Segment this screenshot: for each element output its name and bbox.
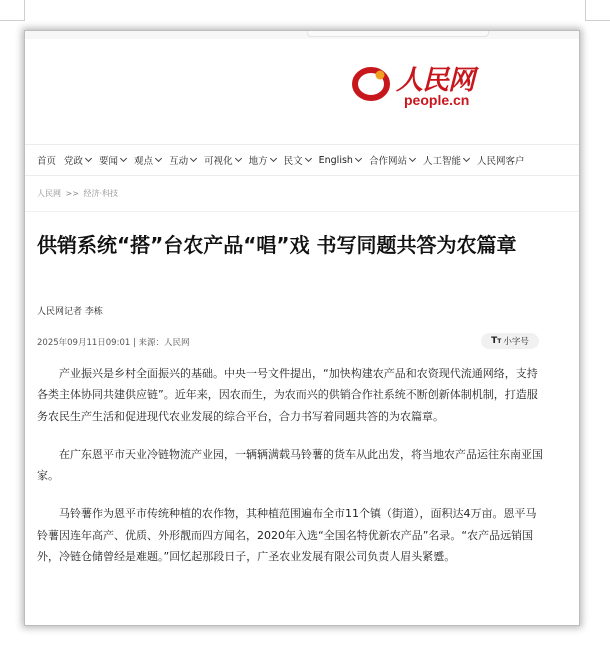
article-paragraph-3: 马铃薯作为恩平市传统种植的农作物，其种植范围遍布全市11个镇（街道），面积达4万亩。恩平马铃薯因连年高产、优质、外形靓而四方闻名，2020年入选“全国名特优新农产品”名录。“农产品远销国外，冷链仓储曾经是难题。”回忆起那段日子，广圣农业发展有限公司负责人眉头紧蹙。 (37, 507, 537, 564)
nav-item-label: 可视化 (204, 156, 233, 167)
nav-item-7[interactable] (284, 153, 311, 167)
article-paragraph-2: 在广东恩平市天业冷链物流产业园，一辆辆满载马铃薯的货车从此出发，将当地农产品运往东南亚国家。 (37, 447, 543, 483)
nav-item-3[interactable] (134, 153, 161, 167)
chevron-down-icon (463, 155, 470, 162)
chevron-down-icon (235, 155, 242, 162)
nav-item-label: 互动 (169, 156, 189, 167)
people-logo[interactable] (352, 62, 482, 114)
top-toolbar-stub (307, 31, 489, 37)
font-size-button[interactable] (481, 333, 539, 349)
nav-item-label: 党政 (64, 156, 84, 167)
chevron-down-icon (305, 155, 312, 162)
breadcrumb-section[interactable]: 经济·科技 (83, 189, 119, 198)
window-corner-right (585, 0, 610, 21)
breadcrumb-home[interactable]: 人民网 (37, 189, 61, 198)
article-author: 人民网记者 李栋 (37, 307, 103, 317)
nav-item-label: 地方 (248, 156, 268, 167)
people-logo-icon (352, 64, 392, 104)
font-size-icon: TT (491, 336, 502, 346)
chevron-down-icon (190, 155, 197, 162)
chevron-down-icon (355, 155, 362, 162)
main-nav (25, 144, 579, 176)
chevron-down-icon (120, 155, 127, 162)
nav-item-2[interactable] (99, 153, 126, 167)
nav-item-9[interactable] (369, 153, 415, 167)
nav-item-label: 人民网客户 (476, 156, 525, 167)
nav-item-label: 人工智能 (422, 156, 461, 167)
nav-item-label: 民文 (283, 156, 303, 167)
nav-items (37, 145, 532, 175)
nav-item-0[interactable] (37, 153, 56, 167)
nav-item-11[interactable] (477, 153, 525, 167)
nav-item-1[interactable] (64, 153, 91, 167)
article-paragraph-1: 产业振兴是乡村全面振兴的基础。中央一号文件提出，“加快构建农产品和农资现代流通网络，支持各类主体协同共建供应链”。近年来，因农而生，为农而兴的供销合作社系统不断创新体制机制，打造服务农民生产生活和促进现代农业发展的综合平台，合力书写着同题共答的为农篇章。 (37, 367, 538, 423)
logo-english-text: people.cn (404, 92, 470, 108)
header-divider (25, 211, 579, 212)
window-corner-left (0, 0, 25, 21)
browser-top-strip (25, 31, 579, 39)
chevron-down-icon (409, 155, 416, 162)
nav-item-label: 观点 (134, 156, 154, 167)
nav-item-4[interactable] (169, 153, 196, 167)
article-meta: 2025年09月11日09:01 | 来源：人民网 (37, 338, 190, 348)
breadcrumb-separator: >> (65, 189, 79, 198)
nav-item-8[interactable] (319, 155, 361, 166)
webpage-screenshot (25, 31, 579, 625)
nav-item-5[interactable] (204, 153, 241, 167)
chevron-down-icon (85, 155, 92, 162)
nav-item-6[interactable] (249, 153, 276, 167)
site-header (25, 39, 579, 144)
chevron-down-icon (270, 155, 277, 162)
article-body (37, 363, 543, 584)
article-title: 供销系统“搭”台农产品“唱”戏 书写同题共答为农篇章 (37, 233, 517, 257)
nav-item-10[interactable] (423, 153, 469, 167)
nav-item-label: English (318, 154, 353, 166)
logo-chinese-text: 人民网 (396, 65, 474, 96)
nav-item-label: 首页 (37, 156, 57, 167)
nav-item-label: 合作网站 (368, 156, 407, 167)
chevron-down-icon (155, 155, 162, 162)
breadcrumb (37, 188, 118, 199)
nav-item-label: 要闻 (99, 156, 119, 167)
font-size-label: 小字号 (503, 337, 529, 347)
